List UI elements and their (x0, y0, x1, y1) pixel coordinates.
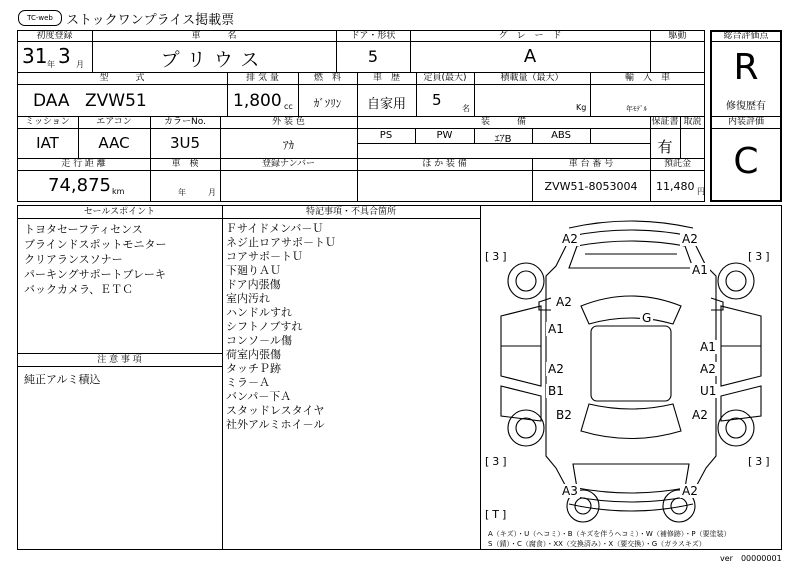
cc-unit: cc (284, 102, 293, 111)
displacement: 1,800 (233, 91, 282, 111)
equip-pw: PW (436, 130, 453, 141)
car-name-label: 車 名 (191, 31, 237, 41)
damage-mark: A1 (692, 263, 708, 277)
history-label: 車 歴 (372, 73, 400, 83)
sales-point-3: クリアランスソナー (24, 253, 123, 266)
grade-label: グ レ ー ド (498, 31, 562, 41)
model-prefix: DAA (33, 91, 70, 111)
damage-mark: A1 (548, 322, 564, 336)
special-item: スタッドレスタイヤ (226, 404, 325, 417)
inspection-year-unit: 年 (178, 188, 186, 197)
notice-1: 純正アルミ積込 (24, 373, 101, 386)
equip-abs: ABS (551, 130, 571, 141)
damage-mark: U1 (700, 384, 717, 398)
car-name: プリウス (160, 49, 268, 71)
kg-unit: Kg (576, 103, 587, 112)
chassis-number: ZVW51-8053004 (544, 180, 638, 193)
special-item: ハンドルすれ (226, 306, 292, 319)
equip-ps: PS (379, 130, 393, 141)
sales-point-5: バックカメラ、ＥＴＣ (24, 283, 134, 296)
other-equip-label: ほ か 装 備 (422, 159, 467, 169)
damage-mark: A1 (700, 340, 716, 354)
price-label: 預託金 (663, 159, 691, 169)
reg-year-unit: 年 (47, 60, 55, 69)
damage-mark: B2 (556, 408, 572, 422)
damage-mark: B1 (548, 384, 564, 398)
model-year-unit: 年ﾓﾃﾞﾙ (626, 105, 647, 113)
special-title: 特記事項・不具合箇所 (305, 207, 396, 217)
special-item: 社外アルミホイ－ル (226, 418, 325, 431)
exterior-color: ｱｶ (283, 139, 294, 152)
legend-line-2: S（錆）・C（腐食）・XX（交換済み）・X（要交換）・G（ガラスキズ） (488, 540, 706, 548)
reg-year: 31 (22, 44, 48, 68)
warranty: 有 (657, 138, 673, 156)
sales-point-2: ブラインドスポットモニター (24, 238, 167, 251)
tire-spare: [T] (485, 508, 510, 521)
reg-month-unit: 月 (76, 60, 84, 69)
damage-mark: G (642, 311, 652, 325)
tire-rear-left: [3] (485, 455, 510, 468)
model-code: ZVW51 (85, 91, 147, 111)
km-unit: km (112, 187, 125, 196)
person-unit: 名 (462, 104, 470, 113)
mileage: 74,875 (48, 175, 111, 196)
mission: IAT (36, 134, 59, 152)
inspection-label: 車 検 (171, 159, 199, 169)
repair-history-note: 修復歴有 (726, 101, 766, 112)
damage-mark: A2 (548, 362, 564, 376)
special-item: ネジ止ロアサポ－トＵ (226, 236, 336, 249)
aircon-label: エアコン (96, 117, 132, 127)
overall-grade-label: 総合評価点 (723, 31, 769, 41)
fuel-label: 燃 料 (313, 73, 341, 83)
tire-front-right: [3] (748, 250, 773, 263)
special-item: ドア内張傷 (226, 278, 281, 291)
special-item: ミラ－Ａ (226, 376, 270, 389)
grade: A (523, 46, 537, 67)
sales-point-1: トヨタセーフティセンス (24, 223, 143, 236)
notices-title: 注 意 事 項 (97, 355, 142, 365)
damage-mark: A2 (556, 295, 572, 309)
color-label: カラーNo. (164, 117, 206, 127)
equip-airbag: ｴｱB (494, 134, 512, 145)
inspection-month-unit: 月 (208, 188, 216, 197)
fuel: ｶﾞｿﾘﾝ (313, 97, 342, 110)
import-label: 輸 入 車 (624, 73, 670, 83)
capacity-label: 定員(最大) (423, 73, 467, 83)
load-label: 積載量（最大） (500, 73, 564, 83)
special-item: 荷室内張傷 (226, 348, 281, 361)
interior-grade-label: 内装評価 (727, 117, 764, 127)
drive-label: 駆動 (668, 31, 687, 41)
special-item: コンソ－ル傷 (226, 334, 292, 347)
color-no: 3U5 (169, 134, 201, 152)
capacity: 5 (432, 91, 442, 109)
special-item: タッチＰ跡 (226, 362, 281, 375)
exterior-label: 外 装 色 (272, 117, 305, 127)
interior-grade: C (733, 141, 759, 182)
damage-mark: A2 (682, 484, 698, 498)
deposit-price: 11,480 (656, 180, 695, 193)
manual-label: 取説 (683, 117, 702, 127)
special-item: シフトノブすれ (226, 320, 303, 333)
plate-label: 登録ナンバー (262, 159, 315, 169)
special-item: コアサポ－トＵ (226, 250, 303, 263)
displacement-label: 排 気 量 (246, 73, 279, 83)
damage-mark: A2 (692, 408, 708, 422)
tire-rear-right: [3] (748, 455, 773, 468)
sales-points-title: セールスポイント (83, 207, 156, 217)
damage-mark: A2 (682, 232, 698, 246)
mileage-label: 走 行 距 離 (61, 159, 106, 169)
overall-grade: R (733, 47, 759, 88)
logo: TC-web (18, 10, 62, 26)
aircon: AAC (98, 134, 130, 152)
damage-mark: A2 (700, 362, 716, 376)
warranty-label: 保証書 (651, 117, 679, 127)
equipment-label: 装 備 (480, 117, 526, 127)
legend-line-1: A（キズ）・U（ヘコミ）・B（キズを伴うヘコミ）・W（補修跡）・P（要塗装） (488, 530, 731, 538)
special-item: Ｆサイドメンバ－Ｕ (226, 222, 324, 235)
special-item: バンパ－下Ａ (226, 390, 292, 403)
damage-mark: A3 (562, 484, 578, 498)
model-label: 型 式 (99, 73, 145, 83)
chassis-label: 車 台 番 号 (568, 159, 614, 169)
tire-front-left: [3] (485, 250, 510, 263)
first-reg-label: 初度登録 (36, 31, 73, 41)
mission-label: ミッション (25, 117, 70, 127)
door-shape-label: ドア・形状 (350, 31, 396, 41)
page-title: ストックワンプライス掲載票 (66, 13, 235, 28)
special-item: 室内汚れ (226, 292, 270, 305)
doors: 5 (367, 47, 379, 66)
damage-mark: A2 (562, 232, 578, 246)
reg-month: 3 (58, 44, 71, 68)
sales-point-4: パーキングサポートブレーキ (24, 268, 166, 281)
yen-unit: 円 (697, 187, 705, 196)
car-damage-diagram (481, 206, 781, 526)
special-item: 下廻りＡＵ (226, 264, 281, 277)
history: 自家用 (366, 97, 406, 112)
version-label: ver 00000001 (720, 554, 782, 563)
